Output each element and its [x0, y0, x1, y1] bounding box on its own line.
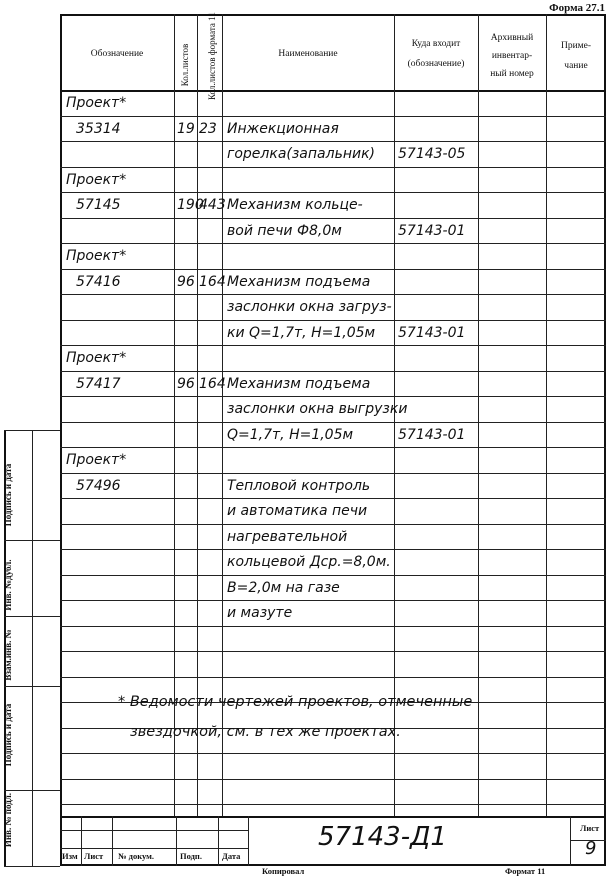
row-designation: 57417 — [76, 376, 121, 392]
row-name: ки Q=1,7т, H=1,05м — [227, 325, 376, 341]
column-line — [478, 14, 479, 816]
table-bottom-line — [60, 816, 606, 818]
tb-vline — [176, 816, 177, 866]
row-line — [60, 192, 606, 193]
header-name: Наименование — [278, 49, 338, 59]
row-name: Механизм подъема — [227, 376, 371, 392]
tb-vline — [112, 816, 113, 866]
header-where-used-1: Куда входит — [411, 39, 461, 49]
row-line — [60, 447, 606, 448]
row-line — [60, 269, 606, 270]
row-name: и мазуте — [227, 605, 293, 621]
row-designation: 57416 — [76, 274, 121, 290]
tb-line — [60, 848, 248, 849]
row-line — [60, 600, 606, 601]
header-sheets-count: Кол.листов — [180, 43, 190, 87]
row-name: Инжекционная — [227, 121, 339, 137]
side-replace-inv: Взам.инв. № — [3, 629, 13, 681]
row-designation: 57496 — [76, 478, 121, 494]
row-designation: Проект* — [66, 452, 127, 468]
row-name: и автоматика печи — [227, 503, 368, 519]
row-line — [60, 549, 606, 550]
side-sign-date-1: Подпись и дата — [3, 463, 13, 527]
row-line — [60, 651, 606, 652]
row-name: заслонки окна выгрузки — [227, 401, 408, 417]
row-sheets: 96 — [177, 376, 195, 392]
header-designation: Обозначение — [90, 49, 144, 59]
row-where-used: 57143-01 — [398, 427, 466, 443]
row-name: Q=1,7т, H=1,05м — [227, 427, 354, 443]
row-line — [60, 345, 606, 346]
row-where-used: 57143-01 — [398, 325, 466, 341]
form-label: Форма 27.1 — [549, 2, 605, 14]
tb-doc-no: № докум. — [118, 851, 155, 861]
column-line — [546, 14, 547, 816]
header-sheets-format: Кол.листов формата 11 — [207, 12, 217, 100]
row-line — [60, 804, 606, 805]
row-line — [60, 626, 606, 627]
row-line — [60, 294, 606, 295]
row-name: горелка(запальник) — [227, 146, 375, 162]
row-name: Механизм кольце- — [227, 197, 363, 213]
row-designation: Проект* — [66, 95, 127, 111]
row-line — [60, 779, 606, 780]
row-sheets: 190 — [177, 197, 204, 213]
row-line — [60, 422, 606, 423]
row-format: 164 — [199, 274, 226, 290]
row-line — [60, 498, 606, 499]
header-note-2: чание — [564, 61, 588, 71]
row-line — [60, 753, 606, 754]
row-designation: Проект* — [66, 172, 127, 188]
row-sheets: 19 — [177, 121, 195, 137]
row-line — [60, 371, 606, 372]
row-line — [60, 218, 606, 219]
footnote-line-1: * Ведомости чертежей проектов, отмеченные — [118, 694, 473, 710]
header-bottom-line — [60, 90, 606, 92]
row-format: 23 — [199, 121, 217, 137]
header-archive-2: инвентар- — [491, 51, 533, 61]
row-format: 164 — [199, 376, 226, 392]
tb-vline — [81, 816, 82, 866]
row-name: кольцевой Дср.=8,0м. — [227, 554, 391, 570]
tb-izm: Изм — [62, 851, 78, 861]
row-line — [60, 473, 606, 474]
row-name: Механизм подъема — [227, 274, 371, 290]
row-line — [60, 524, 606, 525]
row-designation: Проект* — [66, 350, 127, 366]
tb-sign: Подп. — [180, 851, 202, 861]
header-where-used-2: (обозначение) — [407, 59, 465, 69]
header-archive-3: ный номер — [490, 69, 534, 79]
document-code: 57143-Д1 — [318, 822, 447, 852]
side-inv-dup: Инв. №дубл. — [3, 559, 13, 611]
side-sign-date-2: Подпись и дата — [3, 703, 13, 767]
row-name: нагревательной — [227, 529, 348, 545]
sheet-number: 9 — [585, 838, 597, 859]
row-where-used: 57143-05 — [398, 146, 466, 162]
row-sheets: 96 — [177, 274, 195, 290]
row-format: 443 — [199, 197, 226, 213]
header-note-1: Приме- — [560, 41, 592, 51]
tb-vline — [218, 816, 219, 866]
row-line — [60, 141, 606, 142]
row-name: заслонки окна загруз- — [227, 299, 392, 315]
tb-copied: Копировал — [262, 866, 305, 876]
row-name: В=2,0м на газе — [227, 580, 340, 596]
row-line — [60, 575, 606, 576]
row-line — [60, 320, 606, 321]
tb-format: Формат 11 — [505, 866, 546, 876]
row-designation: 57145 — [76, 197, 121, 213]
side-inv-orig: Инв. № подл. — [3, 792, 13, 848]
row-line — [60, 116, 606, 117]
row-line — [60, 167, 606, 168]
row-name: вой печи Ф8,0м — [227, 223, 342, 239]
tb-sheet-label: Лист — [580, 823, 600, 833]
tb-list: Лист — [84, 851, 104, 861]
tb-vline — [248, 816, 249, 866]
row-designation: 35314 — [76, 121, 121, 137]
header-archive-1: Архивный — [490, 33, 534, 43]
side-column-inner — [32, 430, 33, 866]
tb-vline — [570, 816, 571, 866]
row-line — [60, 396, 606, 397]
tb-date: Дата — [222, 851, 241, 861]
row-line — [60, 243, 606, 244]
tb-line — [60, 830, 248, 831]
row-designation: Проект* — [66, 248, 127, 264]
footnote-line-2: звездочкой, см. в тех же проектах. — [130, 724, 401, 740]
row-name: Тепловой контроль — [227, 478, 371, 494]
row-where-used: 57143-01 — [398, 223, 466, 239]
row-line — [60, 677, 606, 678]
